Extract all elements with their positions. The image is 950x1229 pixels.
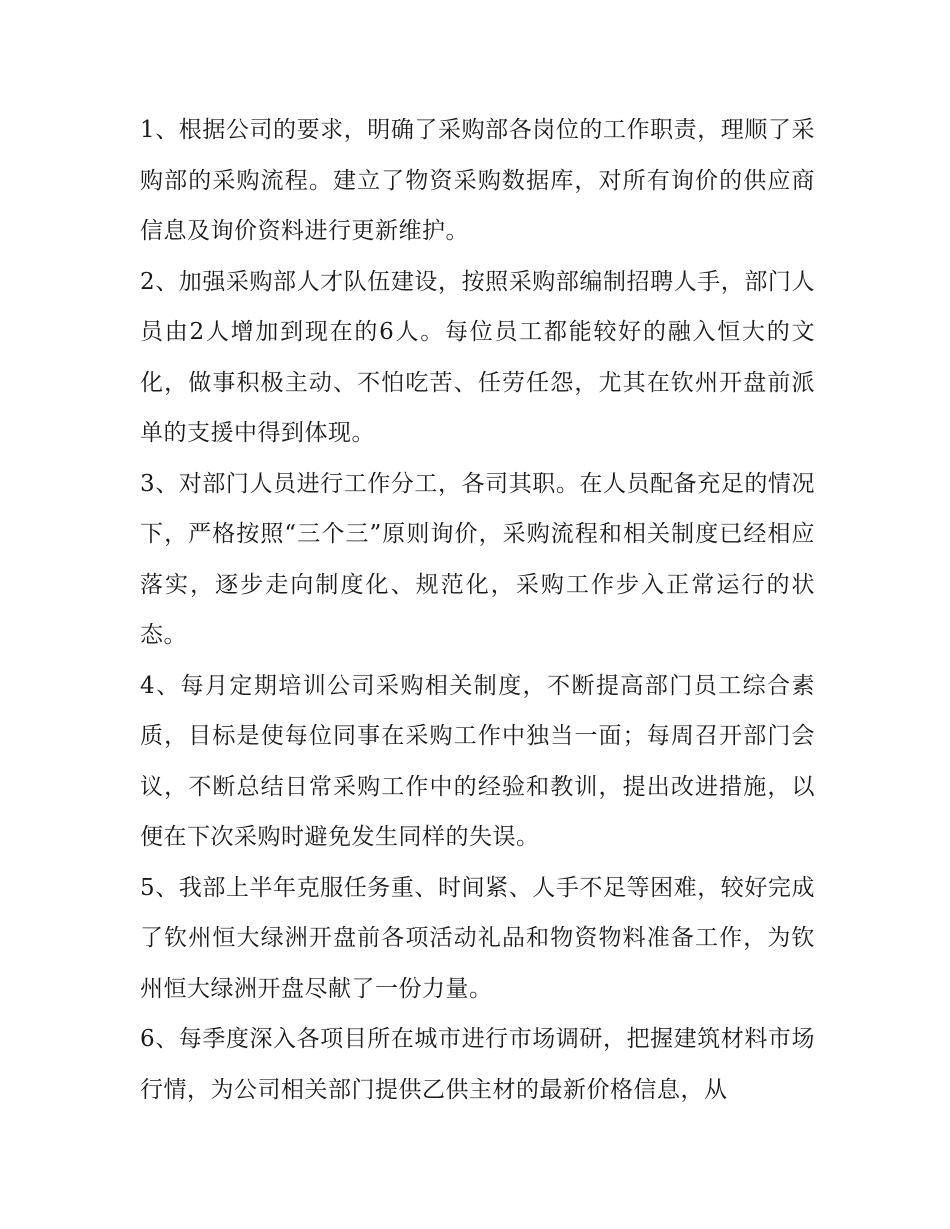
paragraph-6: 6、每季度深入各项目所在城市进行市场调研，把握建筑材料市场行情，为公司相关部门提供乙供主材的最新价格信息，从 (140, 1026, 815, 1103)
paragraph-4: 4、每月定期培训公司采购相关制度，不断提高部门员工综合素质，目标是使每位同事在采购工作中独当一面；每周召开部门会议，不断总结日常采购工作中的经验和教训，提出改进措施，以便在下次采购时避免发生同样的失误。 (140, 672, 815, 850)
paragraph-5: 5、我部上半年克服任务重、时间紧、人手不足等困难，较好完成了钦州恒大绿洲开盘前各项活动礼品和物资物料准备工作，为钦州恒大绿洲开盘尽献了一份力量。 (140, 874, 815, 1002)
paragraph-1: 1、根据公司的要求，明确了采购部各岗位的工作职责，理顺了采购部的采购流程。建立了物资采购数据库，对所有询价的供应商信息及询价资料进行更新维护。 (140, 117, 815, 244)
paragraph-2: 2、加强采购部人才队伍建设，按照采购部编制招聘人手，部门人员由2人增加到现在的6人。每位员工都能较好的融入恒大的文化，做事积极主动、不怕吃苦、任劳任怨，尤其在钦州开盘前派单的支援中得到体现。 (140, 268, 815, 446)
document-body (140, 105, 815, 1115)
paragraph-3: 3、对部门人员进行工作分工，各司其职。在人员配备充足的情况下，严格按照“三个三”原则询价，采购流程和相关制度已经相应落实，逐步走向制度化、规范化，采购工作步入正常运行的状态。 (140, 470, 815, 648)
